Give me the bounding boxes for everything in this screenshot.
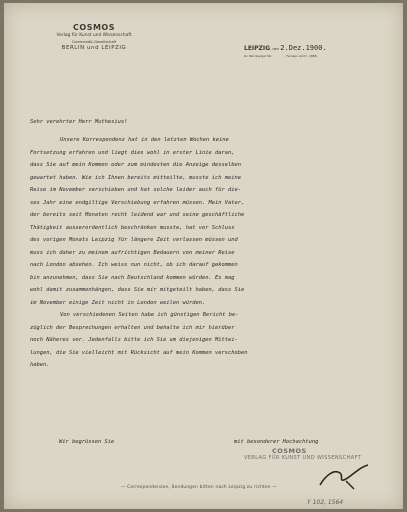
letter-line: Von verschiedenen Seiten habe ich günstigen Bericht be- bbox=[60, 312, 239, 318]
den-label: , den bbox=[270, 47, 280, 51]
letter-line: Unsere Korrespondenz hat in den letzten Wochen keine bbox=[60, 137, 229, 143]
letter-line: der bereits seit Monaten recht leidend war und seine geschäftliche bbox=[30, 212, 245, 218]
street-address: Gr. Nürnberger Str. bbox=[244, 54, 273, 58]
letter-line: noch Näheres vor. Jedenfalls bitte ich Sie um diejenigen Mittei- bbox=[30, 337, 238, 343]
salutation: Sehr verehrter Herr Muthesius! bbox=[30, 119, 128, 125]
letter-date: 2.Dez.1900. bbox=[280, 44, 327, 52]
letter-line: haben. bbox=[30, 362, 50, 368]
phone-number: Fernspr.-Amt I. 1888 bbox=[286, 54, 317, 58]
closing-greeting: Wir begrüssen Sie bbox=[59, 439, 115, 445]
letterhead-place-date bbox=[244, 35, 384, 58]
archive-pencil-note: Y 102, 1564 bbox=[307, 499, 344, 506]
letter-line: des vorigen Monats Leipzig für längere Zeit verlassen müssen und bbox=[30, 237, 238, 243]
letter-line: wohl damit zusammenhängen, dass Sie mir mitgeteilt haben, dass Sie bbox=[30, 287, 245, 293]
letter-line: bin anzunehmen, dass Sie nach Deutschland kommen würden. Es mag bbox=[30, 274, 235, 281]
letter-line: muss ich daher zu meinem aufrichtigen Bedauern von meiner Reise bbox=[30, 249, 235, 256]
stamp-company-name: COSMOS bbox=[272, 447, 307, 455]
letter-line: dass Sie auf mein Kommen oder zum mindesten die Anzeige desselben bbox=[30, 162, 241, 168]
place-name: LEIPZIG bbox=[244, 45, 271, 52]
letter-line: ses Jahr eine endgiltige Verschiebung erfahren müssen. Mein Vater, bbox=[30, 199, 245, 206]
letter-line: nach London absehen. Ich weiss nun nicht, ob ich darauf gekommen bbox=[30, 262, 238, 268]
letterhead-company-block bbox=[34, 23, 154, 51]
company-name: COSMOS bbox=[73, 23, 115, 32]
letter-line: gewartet haben. Wie ich Ihnen bereits mitteilte, musste ich meine bbox=[30, 174, 241, 181]
company-subtitle: Verlag für Kunst und Wissenschaft bbox=[56, 33, 132, 38]
letter-sheet bbox=[4, 3, 403, 509]
letter-line: Reise im November verschieben und hat solche leider auch für die- bbox=[30, 187, 241, 193]
letter-line: lungen, die Sie vielleicht mit Rücksicht auf mein Kommen verschoben bbox=[30, 349, 248, 356]
company-stamp bbox=[244, 447, 403, 461]
letter-lines bbox=[30, 134, 375, 372]
letter-line: im November einige Zeit nicht in London weilen würden. bbox=[30, 299, 206, 306]
company-type: Commandit-Gesellschaft bbox=[71, 40, 117, 44]
address-line bbox=[244, 54, 384, 58]
letter-line: züglich der Besprechungen erhalten und behalte ich mir hierüber bbox=[30, 324, 235, 331]
letter-body bbox=[30, 119, 375, 372]
letter-line: Thätigkeit ausserordentlich beschränken musste, hat vor Schluss bbox=[30, 224, 235, 231]
footer-note: — Correspondenzen, Sendungen bitten nach Leipzig zu richten — bbox=[121, 484, 277, 489]
closing-regards: mit besonderer Hochachtung bbox=[234, 439, 319, 445]
letter-line: Fortsetzung erfahren und liegt dies wohl in erster Linie daran, bbox=[30, 149, 235, 156]
company-cities: BERLIN und LEIPZIG bbox=[61, 45, 127, 51]
stamp-subtitle: VERLAG FÜR KUNST UND WISSENSCHAFT bbox=[244, 455, 362, 461]
